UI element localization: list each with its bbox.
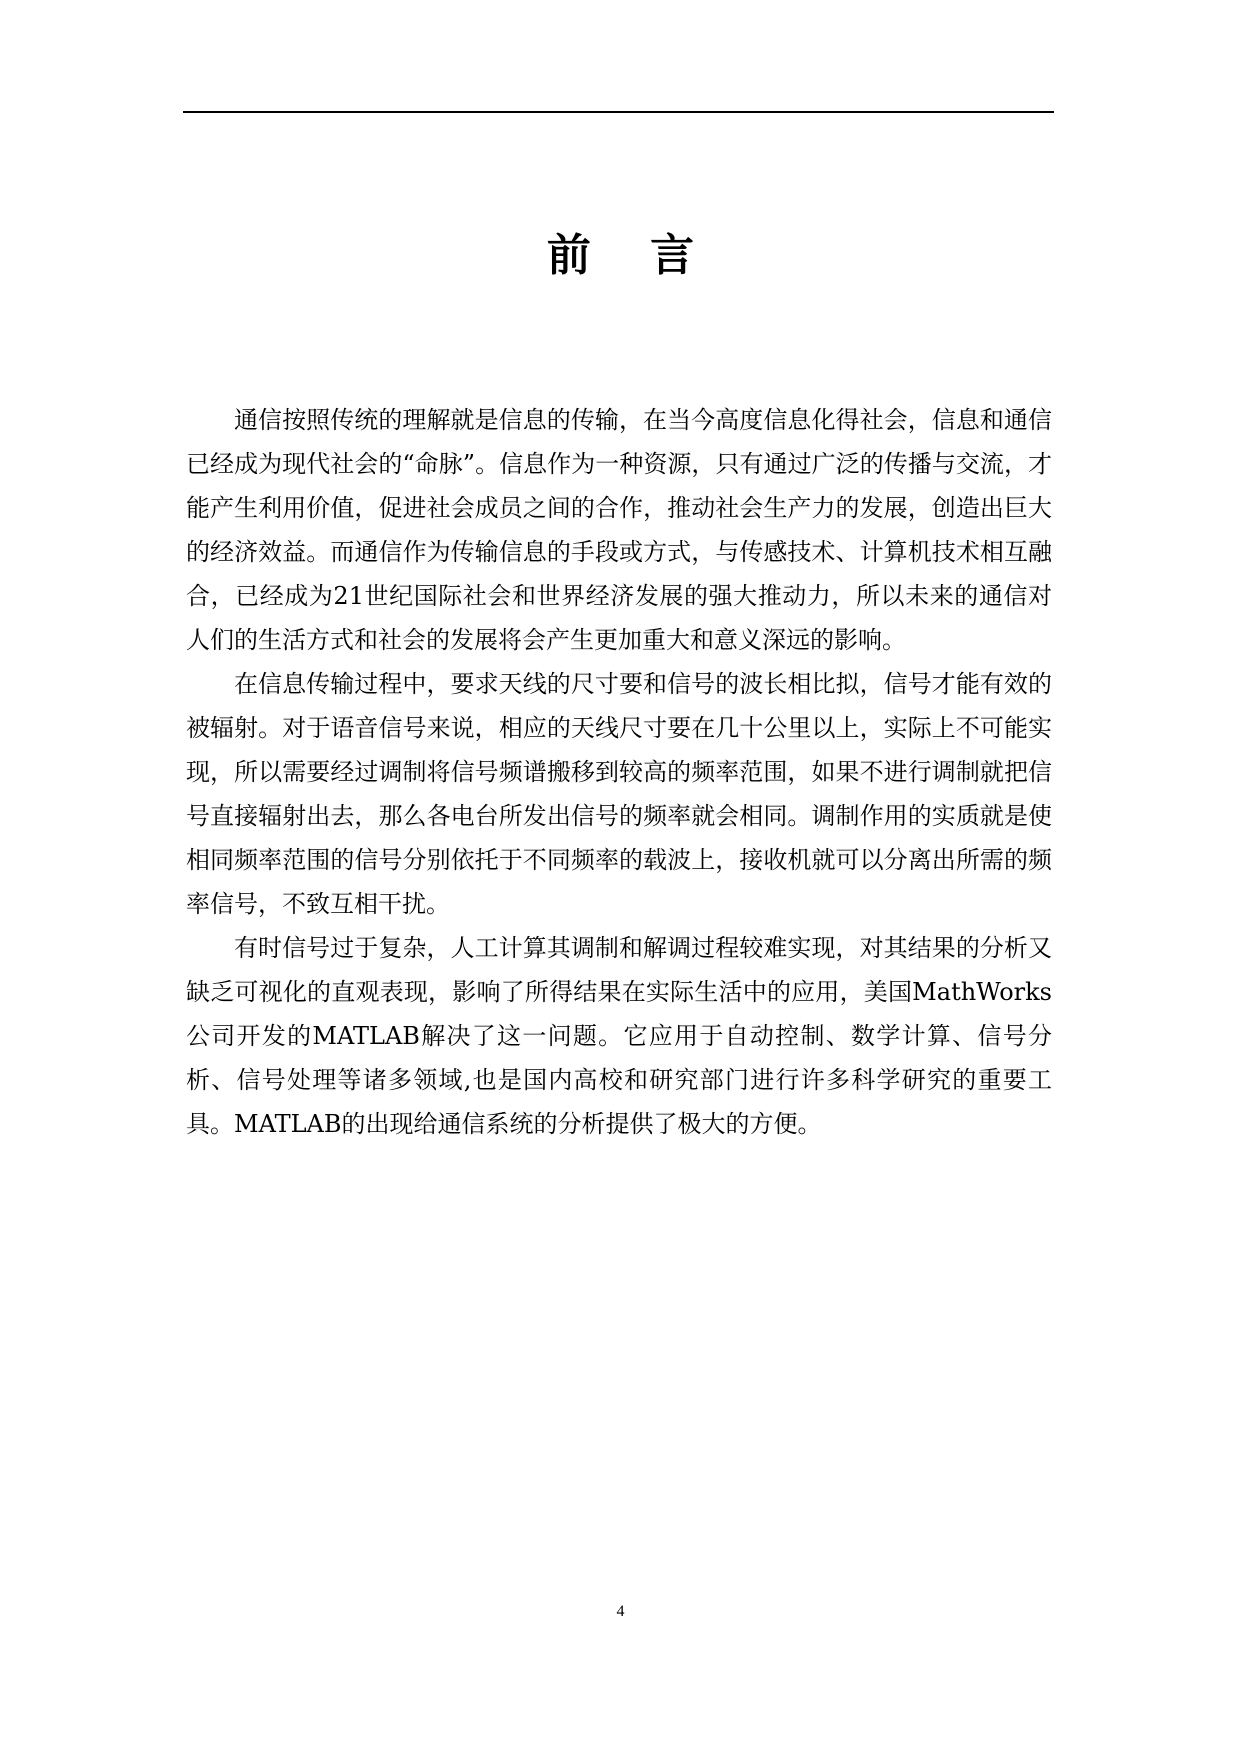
page-title: 前 言 [546, 230, 717, 281]
page-number: 4 [616, 1603, 625, 1620]
paragraph-2: 在信息传输过程中，要求天线的尺寸要和信号的波长相比拟，信号才能有效的被辐射。对于语音信号来说，相应的天线尺寸要在几十公里以上，实际上不可能实现，所以需要经过调制将信号频谱搬移到较高的频率范围，如果不进行调制就把信号直接辐射出去，那么各电台所发出信号的频率就会相同。调制作用的实质就是使相同频率范围的信号分别依托于不同频率的载波上，接收机就可以分离出所需的频率信号，不致互相干扰。 [186, 670, 1052, 918]
header-rule [183, 111, 1054, 113]
paragraph-1: 通信按照传统的理解就是信息的传输，在当今高度信息化得社会，信息和通信已经成为现代社会的“命脉”。信息作为一种资源，只有通过广泛的传播与交流，才能产生利用价值，促进社会成员之间的合作，推动社会生产力的发展，创造出巨大的经济效益。而通信作为传输信息的手段或方式，与传感技术、计算机技术相互融合，已经成为21世纪国际社会和世界经济发展的强大推动力，所以未来的通信对人们的生活方式和社会的发展将会产生更加重大和意义深远的影响。 [186, 406, 1052, 654]
paragraph-3: 有时信号过于复杂，人工计算其调制和解调过程较难实现，对其结果的分析又缺乏可视化的直观表现，影响了所得结果在实际生活中的应用，美国MathWorks公司开发的MATLAB解决了这一问题。它应用于自动控制、数学计算、信号分析、信号处理等诸多领域,也是国内高校和研究部门进行许多科学研究的重要工具。MATLAB的出现给通信系统的分析提供了极大的方便。 [186, 934, 1052, 1138]
body-text [186, 398, 1052, 1146]
